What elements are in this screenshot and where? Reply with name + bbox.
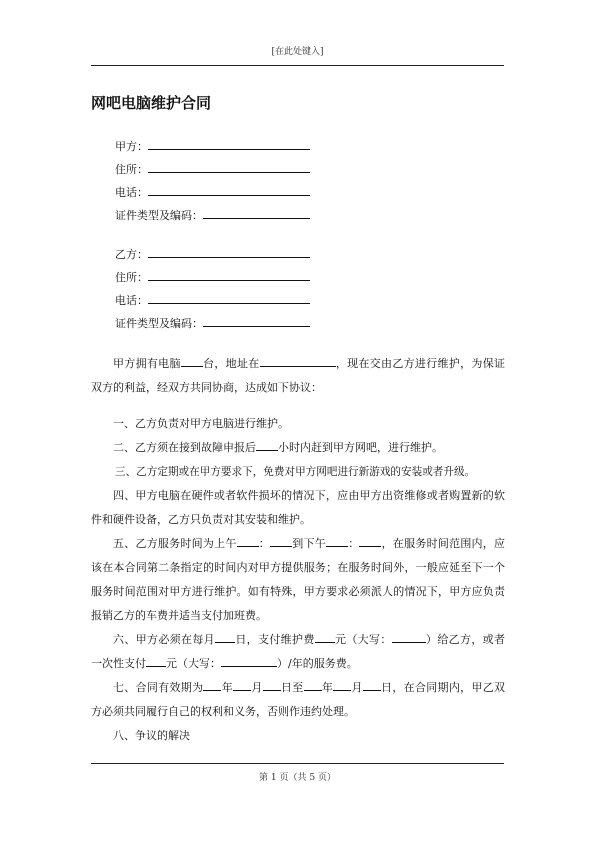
party-b-name-blank[interactable] [148, 246, 310, 258]
clause-5-text-d: ： [347, 537, 360, 550]
end-year-blank[interactable] [304, 679, 322, 691]
party-a-name-field [115, 138, 310, 154]
clause-2-text-b: 小时内赶到甲方网吧，进行维护。 [278, 441, 443, 454]
header-placeholder[interactable]: [在此处键入] [271, 47, 324, 57]
party-a-id-blank[interactable] [203, 207, 310, 219]
party-a-address-label: 住所： [115, 163, 148, 176]
start-day-blank[interactable] [263, 679, 281, 691]
intro-text-1: 甲方拥有电脑 [113, 357, 181, 370]
party-b-address-blank[interactable] [148, 269, 310, 281]
pm-hour-blank[interactable] [326, 535, 348, 547]
party-a-phone-field [115, 184, 310, 200]
party-b-id-label: 证件类型及编码： [115, 317, 203, 330]
party-b-phone-label: 电话： [115, 294, 148, 307]
clause-3-text: 三、乙方定期或在甲方要求下，免费对甲方网吧进行新游戏的安装或者升级。 [115, 466, 476, 478]
party-a-address-blank[interactable] [148, 161, 310, 173]
clause-7-text-e: 年 [321, 681, 334, 694]
pm-minute-blank[interactable] [359, 535, 381, 547]
clause-4 [91, 484, 505, 532]
party-b-address-field [115, 269, 310, 285]
clause-2-text-a: 二、乙方须在接到故障申报后 [113, 441, 256, 454]
monthly-fee-blank[interactable] [315, 631, 335, 643]
clause-8-text: 八、争议的解决 [113, 729, 190, 742]
party-b-id-blank[interactable] [203, 315, 310, 327]
party-a-id-label: 证件类型及编码： [115, 209, 203, 222]
footer-rule [91, 763, 504, 764]
clause-6-text-b: 日，支付维护费 [235, 633, 315, 646]
clause-6-text-c: 元（大写： [334, 633, 392, 646]
response-hours-blank[interactable] [256, 439, 278, 451]
party-a-id-field [115, 207, 310, 223]
start-year-blank[interactable] [203, 679, 221, 691]
clause-5-text-c: 到下午 [292, 537, 326, 550]
intro-text-3: ，现在交由乙方进行维护，为保证双方的利益，经双方共同协商，达成如下协议： [91, 357, 506, 394]
clause-7 [91, 676, 505, 724]
am-hour-blank[interactable] [237, 535, 259, 547]
annual-fee-blank[interactable] [146, 655, 166, 667]
party-a-phone-label: 电话： [115, 186, 148, 199]
start-month-blank[interactable] [233, 679, 251, 691]
annual-fee-words-blank[interactable] [221, 655, 277, 667]
clause-6-text-e: 元（大写： [166, 657, 221, 670]
page-number: 第 1 页（共 5 页） [259, 773, 336, 783]
computer-count-blank[interactable] [181, 355, 203, 367]
party-b-name-label: 乙方： [115, 248, 148, 261]
party-b-name-field [115, 246, 310, 262]
clause-6 [91, 628, 505, 676]
clause-1 [91, 412, 505, 436]
end-day-blank[interactable] [363, 679, 381, 691]
clause-5 [91, 532, 505, 628]
intro-text-2: 台，地址在 [202, 357, 260, 370]
clause-5-text-e: ，在服务时间范围内，应该在本合同第二条指定的时间内对甲方提供服务；在服务时间外，一般应延至下一个服务时间范围对甲方进行维护。如有特殊，甲方要求必须派人的情况下，甲方应负责报销乙方的车费并适当支付加班费。 [91, 537, 506, 622]
document-title: 网吧电脑维护合同 [91, 94, 212, 112]
clause-6-text-d: ）给乙方，或者一次性支付 [91, 633, 506, 670]
clause-2 [91, 436, 505, 460]
clause-7-text-b: 年 [221, 681, 234, 694]
end-month-blank[interactable] [333, 679, 351, 691]
clause-5-text-b: ： [258, 537, 271, 550]
header-rule [91, 65, 504, 66]
party-a-address-field [115, 161, 310, 177]
party-b-address-label: 住所： [115, 271, 148, 284]
clause-7-text-c: 月 [251, 681, 263, 694]
clause-4-text: 四、甲方电脑在硬件或者软件损坏的情况下，应由甲方出资维修或者购置新的软件和硬件设备，乙方只负责对其安装和维护。 [91, 489, 505, 526]
party-a-name-label: 甲方： [115, 140, 148, 153]
pay-day-blank[interactable] [215, 631, 235, 643]
clause-1-text: 一、乙方负责对甲方电脑进行维护。 [113, 417, 289, 430]
monthly-fee-words-blank[interactable] [392, 631, 426, 643]
clause-6-text-f: ）/年的服务费。 [277, 657, 358, 670]
clause-7-text-d: 日至 [280, 681, 304, 694]
clause-7-text-g: 日，在合同期内，甲乙双方必须共同履行自己的权利和义务，否则作违约处理。 [91, 681, 506, 718]
clause-6-text-a: 六、甲方必须在每月 [113, 633, 215, 646]
clause-7-text-a: 七、合同有效期为 [113, 681, 204, 694]
address-blank[interactable] [260, 355, 336, 367]
party-b-phone-blank[interactable] [148, 292, 310, 304]
intro-paragraph [91, 352, 505, 400]
clause-7-text-f: 月 [351, 681, 363, 694]
party-b-phone-field [115, 292, 310, 308]
party-a-name-blank[interactable] [148, 138, 310, 150]
clause-5-text-a: 五、乙方服务时间为上午 [113, 537, 237, 550]
party-b-id-field [115, 315, 310, 331]
am-minute-blank[interactable] [270, 535, 292, 547]
party-a-phone-blank[interactable] [148, 184, 310, 196]
clause-3 [115, 460, 505, 484]
clause-8 [91, 724, 505, 748]
